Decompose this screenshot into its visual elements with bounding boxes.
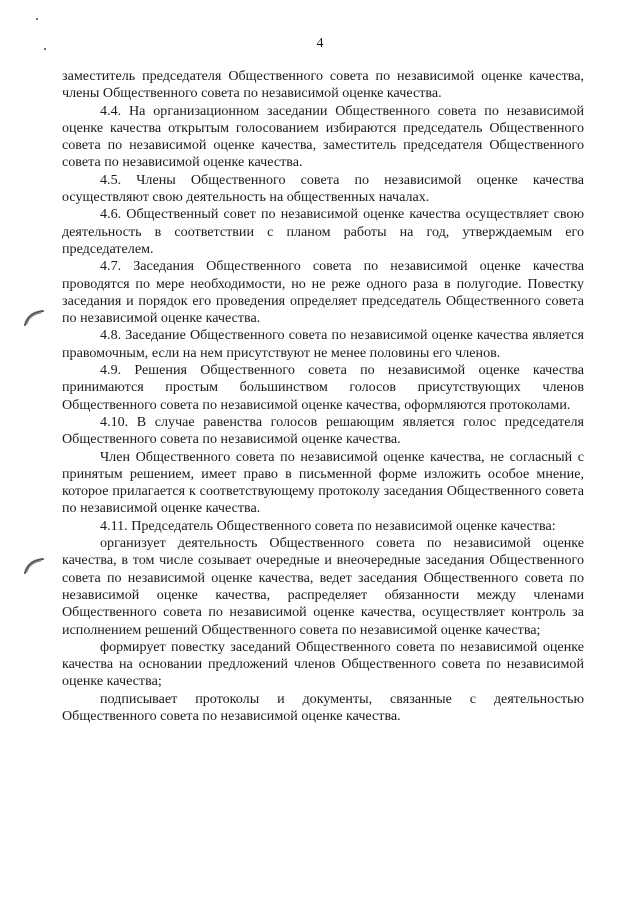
paragraph-4-8: 4.8. Заседание Общественного совета по независимой оценке качества является правомочным, если на нем присутствуют не менее половины его членов. [62,327,584,361]
paragraph-4-4: 4.4. На организационном заседании Общественного совета по независимой оценке качества открытым голосованием избираются председатель Общественного совета по независимой оценке качества, заместитель председателя Общественного совета по независимой оценке качества. [62,102,584,171]
chair-duty-signs: подписывает протоколы и документы, связанные с деятельностью Общественного совета по независимой оценке качества. [62,690,584,724]
punch-hole-mark [22,556,46,576]
chair-duty-agenda: формирует повестку заседаний Общественного совета по независимой оценке качества на основании предложений членов Общественного совета по независимой оценке качества; [62,638,584,690]
paragraph-4-9: 4.9. Решения Общественного совета по независимой оценке качества принимаются простым большинством голосов присутствующих членов Общественного совета по независимой оценке качества, оформляются протоколами. [62,362,584,413]
punch-hole-mark [22,308,46,328]
paragraph-4-11: 4.11. Председатель Общественного совета по независимой оценке качества: [100,517,556,534]
paragraph-4-7: 4.7. Заседания Общественного совета по независимой оценке качества проводятся по мере необходимости, но не реже одного раза в полугодие. Повестку заседания и порядок его проведения определяет председатель Общественного совета по независимой оценке качества. [62,258,584,327]
page-number: 4 [316,36,324,51]
scan-speck [36,18,38,20]
paragraph-4-6: 4.6. Общественный совет по независимой оценке качества осуществляет свою деятельность в соответствии с планом работы на год, утверждаемым его председателем. [62,206,584,257]
document-body [62,68,584,725]
paragraph-continuation: заместитель председателя Общественного совета по независимой оценке качества, члены Общественного совета по независимой оценке качества. [62,68,584,102]
paragraph-4-5: 4.5. Члены Общественного совета по независимой оценке качества осуществляют свою деятельность на общественных началах. [62,171,584,206]
chair-duty-organizes: организует деятельность Общественного совета по независимой оценке качества, в том числе созывает очередные и внеочередные заседания Общественного совета по независимой оценке качества, ведет заседания Общественного совета по независимой оценке качества, распределяет обязанности между членами Общественного совета по независимой оценке качества, осуществляет контроль за исполнением решений Общественного совета по независимой оценке качества; [62,535,584,638]
paragraph-4-10: 4.10. В случае равенства голосов решающим является голос председателя Общественного совета по независимой оценке качества. [62,413,584,448]
paragraph-dissent: Член Общественного совета по независимой оценке качества, не согласный с принятым решением, имеет право в письменной форме изложить особое мнение, которое прилагается к соответствующему протоколу заседания Общественного совета по независимой оценке качества. [62,448,584,517]
